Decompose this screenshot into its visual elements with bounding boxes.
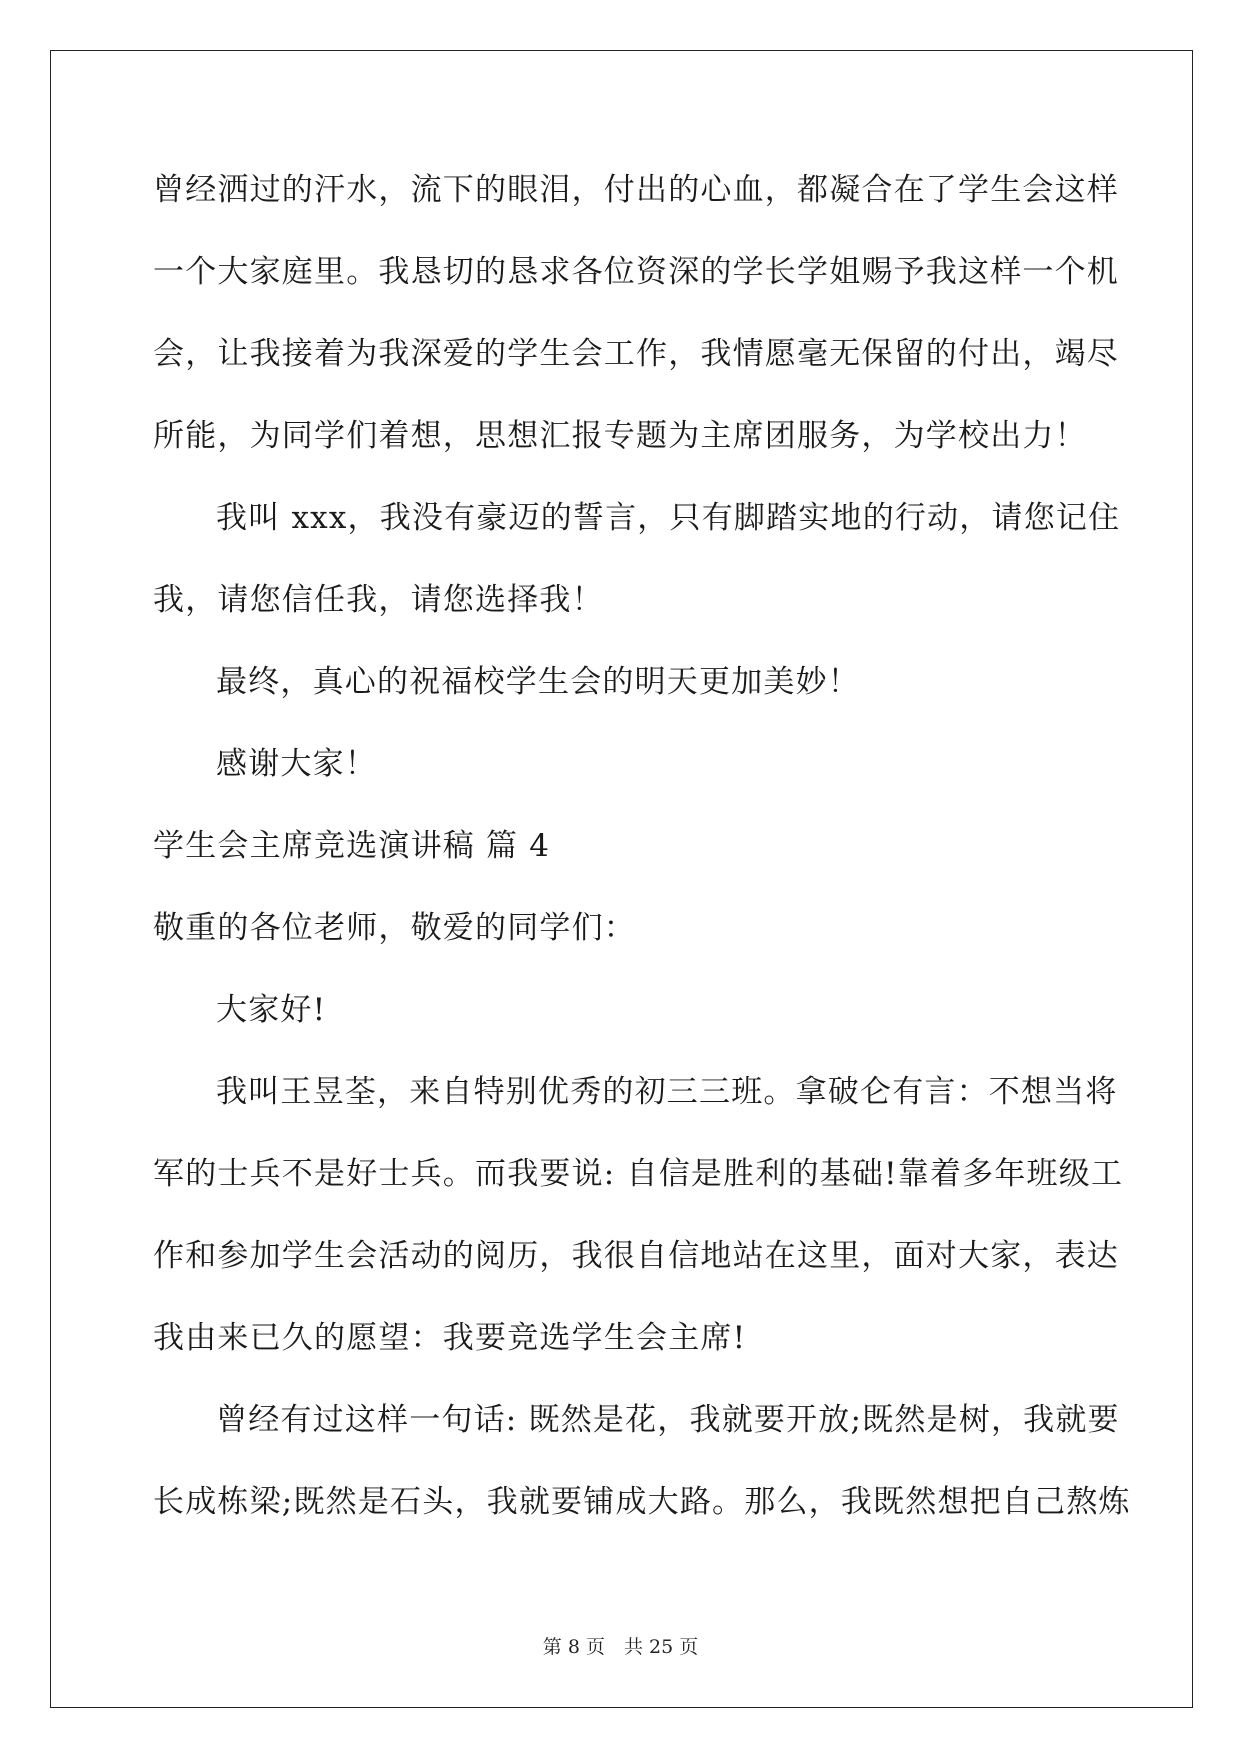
text-line: 长成栋梁;既然是石头，我就要铺成大路。那么，我既然想把自己熬炼 bbox=[153, 1484, 1131, 1520]
text-line: 我由来已久的愿望：我要竞选学生会主席! bbox=[153, 1320, 747, 1356]
text-line: 我，请您信任我，请您选择我！ bbox=[153, 582, 604, 618]
document-body bbox=[153, 160, 1131, 1554]
text-line: 敬重的各位老师，敬爱的同学们： bbox=[153, 910, 636, 946]
text-line: 感谢大家！ bbox=[216, 746, 377, 782]
text-line: 所能，为同学们着想，思想汇报专题为主席团服务，为学校出力！ bbox=[153, 418, 1087, 454]
text-line: 作和参加学生会活动的阅历，我很自信地站在这里，面对大家，表达 bbox=[153, 1238, 1119, 1274]
text-line: 曾经有过这样一句话: 既然是花，我就要开放;既然是树，我就要 bbox=[216, 1402, 1120, 1438]
text-line: 最终，真心的祝福校学生会的明天更加美妙！ bbox=[216, 664, 860, 700]
text-line: 大家好! bbox=[216, 992, 327, 1028]
text-line: 我叫王昱荃，来自特别优秀的初三三班。拿破仑有言：不想当将 bbox=[216, 1074, 1118, 1110]
text-line: 学生会主席竞选演讲稿 篇 4 bbox=[153, 828, 551, 864]
text-line: 我叫 xxx，我没有豪迈的誓言，只有脚踏实地的行动，请您记住 bbox=[216, 500, 1121, 536]
text-line: 会，让我接着为我深爱的学生会工作，我情愿毫无保留的付出，竭尽 bbox=[153, 336, 1119, 372]
text-line: 曾经洒过的汗水，流下的眼泪，付出的心血，都凝合在了学生会这样 bbox=[153, 172, 1119, 208]
text-line: 军的士兵不是好士兵。而我要说: 自信是胜利的基础!靠着多年班级工 bbox=[153, 1156, 1124, 1192]
text-line: 一个大家庭里。我恳切的恳求各位资深的学长学姐赐予我这样一个机 bbox=[153, 254, 1119, 290]
page-footer: 第 8 页 共 25 页 bbox=[542, 1636, 699, 1658]
